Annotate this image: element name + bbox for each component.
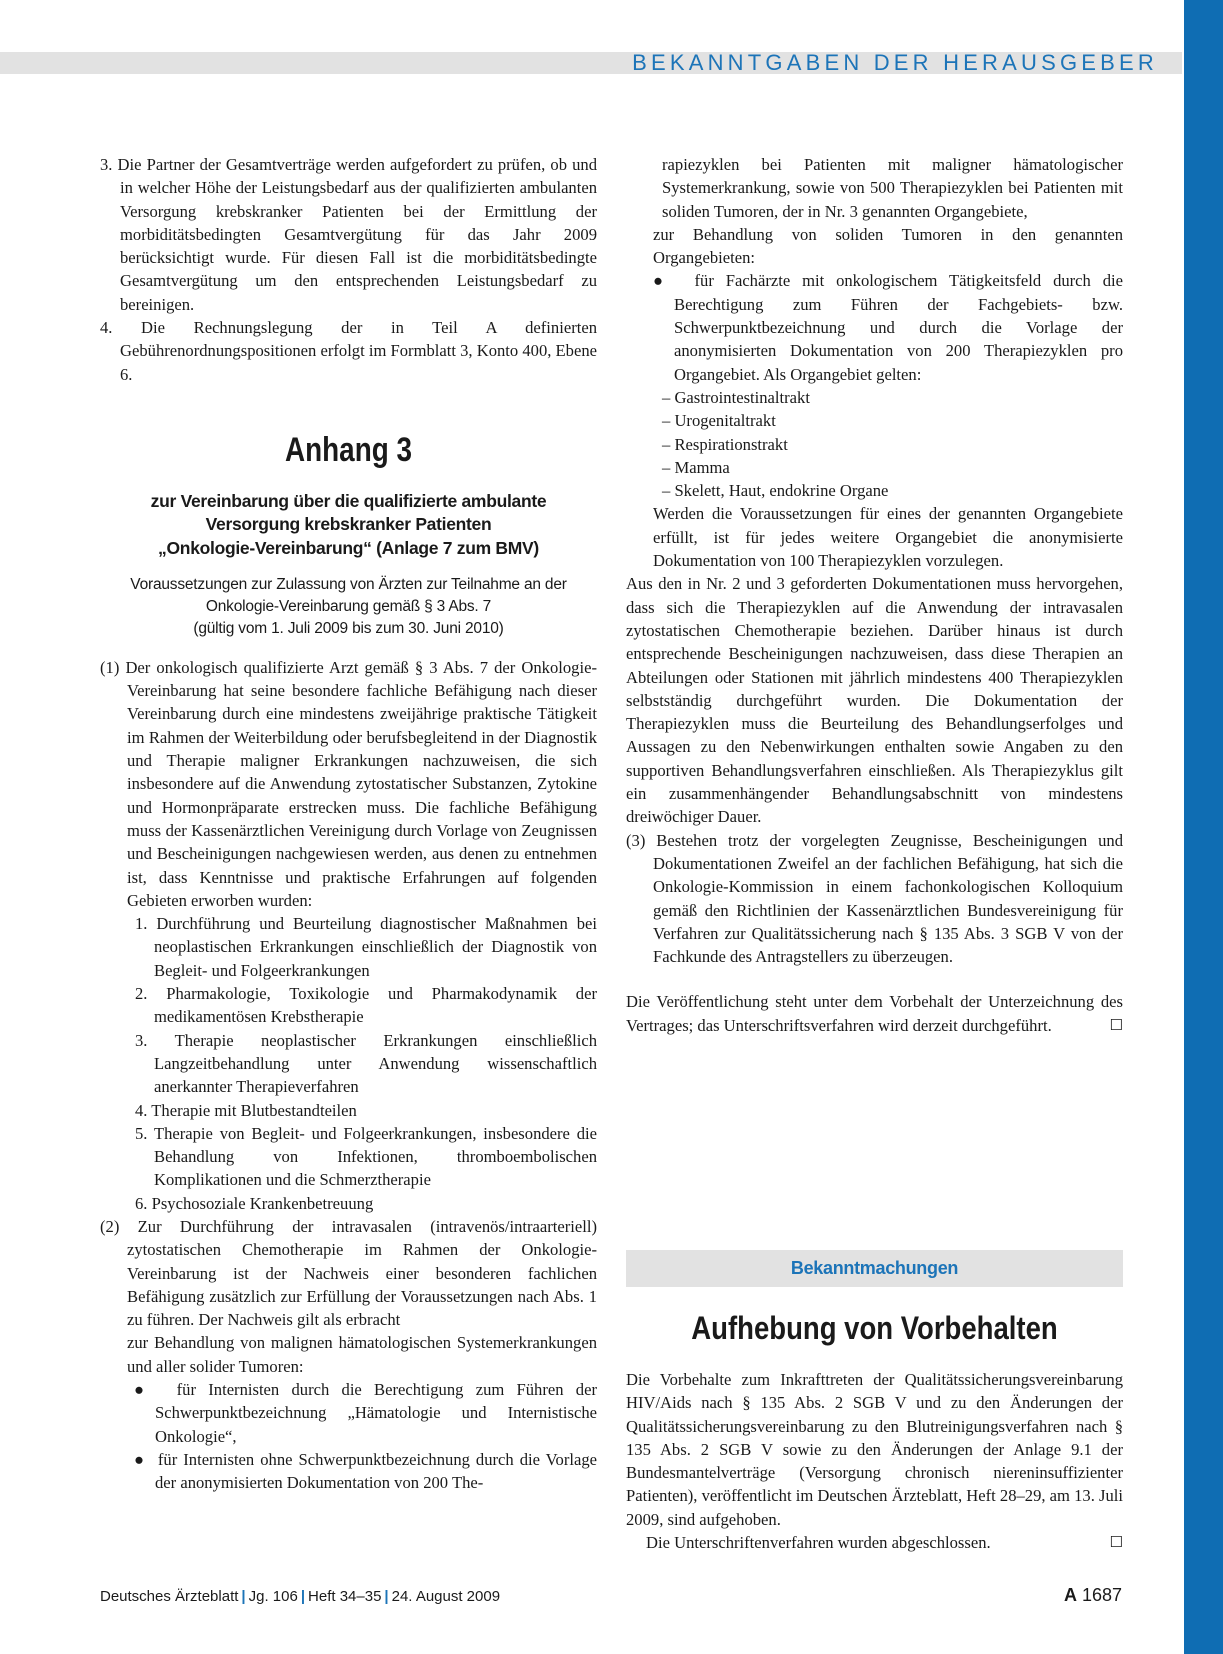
article-closing [626, 1531, 1123, 1554]
journal-volume: Jg. 106 [248, 1588, 298, 1605]
paragraph-1: (1) Der onkologisch qualifizierte Arzt gemäß § 3 Abs. 7 der Onkologie-Vereinbarung hat seine besondere fachliche Befähigung nach dieser Vereinbarung durch eine mindestens zweijährige praktische Tätigkeit im Rahmen der Weiterbildung oder berufsbegleitend in der Diagnostik und Therapie maligner Erkrankungen nachzuweisen, die sich insbesondere auf die Anwendung zytostatischer Substanzen, Zytokine und Hormonpräparate erstrecken muss. Die fachliche Befähigung muss der Kassenärztlichen Vereinigung durch Vorlage von Zeugnissen und Bescheinigungen nachgewiesen werden, aus denen zu entnehmen ist, dass Kenntnisse und praktische Erfahrungen auf folgenden Gebieten erworben wurden: [100, 657, 597, 910]
footer-citation [100, 1588, 500, 1605]
item-3: 3. Die Partner der Gesamtverträge werden aufgefordert zu prüfen, ob und in welcher Höhe der Leistungsbedarf aus der qualifizierten ambulanten Versorgung krebskranker Patienten bei der Ermittlung der morbiditätsbedingten Gesamtvergütung für das Jahr 2009 berücksichtigt wurde. Für diesen Fall ist die morbiditätsbedingte Gesamtvergütung um den entsprechenden Leistungsbedarf zu bereinigen. [100, 155, 597, 314]
anhang-conditions-line: Onkologie-Vereinbarung gemäß § 3 Abs. 7 [205, 597, 492, 615]
organ-item: – Respirationstrakt [662, 434, 788, 454]
journal-issue: Heft 34–35 [308, 1588, 382, 1605]
paragraph-2: (2) Zur Durchführung der intravasalen (intravenös/intraarteriell) zytostatischen Chemotherapie im Rahmen der Onkologie-Vereinbarung ist der Nachweis einer besonderen fachlichen Befähigung zusätzlich zur Erfüllung der Voraussetzungen nach Abs. 1 zu führen. Der Nachweis gilt als erbracht [100, 1216, 597, 1330]
continued-text: rapiezyklen bei Patienten mit maligner hämatologischer Systemerkrankung, sowie von 500 Therapiezyklen bei Patienten mit soliden Tumoren, der in Nr. 3 genannten Organgebiete, [662, 155, 1123, 221]
list-item: 5. Therapie von Begleit- und Folgeerkrankungen, insbesondere die Behandlung von Infektionen, thromboembolischen Komplikationen und die Schmerztherapie [135, 1123, 597, 1190]
bullet-text: für Fachärzte mit onkologischem Tätigkeitsfeld durch die Berechtigung zum Führen der Fachgebiets- bzw. Schwerpunktbezeichnung und durch die Vorlage der anonymisierten Dokumentation von 200 Therapiezyklen pro Organgebiet. Als Organgebiet gelten: [674, 271, 1123, 384]
anhang-title: Anhang 3 [284, 430, 413, 469]
left-column [100, 153, 597, 1495]
bullet-item: ● für Internisten durch die Berechtigung zum Führen der Schwerpunktbezeichnung „Hämatologie und Internistische Onkologie“, [134, 1380, 597, 1446]
item-4: 4. Die Rechnungslegung der in Teil A definierten Gebührenordnungspositionen erfolgt im Formblatt 3, Konto 400, Ebene 6. [100, 318, 597, 384]
list-item: 3. Therapie neoplastischer Erkrankungen einschließlich Langzeitbehandlung unter Anwendung wissenschaftlich anerkannter Therapieverfahren [135, 1030, 597, 1097]
organ-item: – Gastrointestinaltrakt [662, 387, 810, 407]
journal-name: Deutsches Ärzteblatt [100, 1588, 239, 1605]
anhang-subtitle-line: zur Vereinbarung über die qualifizierte ambulante [150, 490, 547, 511]
aus-den-paragraph: Aus den in Nr. 2 und 3 geforderten Dokumentationen muss hervorgehen, dass sich die Therapiezyklen auf die Anwendung der intravasalen zytostatischen Chemotherapie beziehen. Darüber hinaus ist durch entsprechende Bescheinigungen nachzuweisen, dass diese Therapien an Abteilungen oder Stationen mit jährlich mindestens 400 Therapiezyklen selbstständig durchgeführt wurden. Die Dokumentation der Therapiezyklen muss die Beurteilung des Behandlungserfolges und Aussagen zu den Nebenwirkungen enthalten sowie Angaben zu den supportiven Behandlungsverfahren einschließen. Als Therapiezyklus gilt ein zusammenhängender Behandlungsabschnitt von mindestens dreiwöchiger Dauer. [626, 574, 1123, 827]
organ-item: – Urogenitaltrakt [662, 411, 776, 431]
page-number-value: 1687 [1081, 1585, 1122, 1605]
publication-text: Die Veröffentlichung steht unter dem Vorbehalt der Unterzeichnung des Vertrages; das Unterschriftsverfahren wird derzeit durchgeführt. [626, 992, 1123, 1035]
issue-date: 24. August 2009 [391, 1588, 501, 1605]
list-item: 1. Durchführung und Beurteilung diagnostischer Maßnahmen bei neoplastischen Erkrankungen einschließlich der Diagnostik von Begleit- und Folgeerkrankungen [135, 914, 597, 980]
list-item: 2. Pharmakologie, Toxikologie und Pharmakodynamik der medikamentösen Krebstherapie [135, 984, 597, 1027]
list-item: 4. Therapie mit Blutbestandteilen [135, 1100, 357, 1120]
publication-note [626, 990, 1123, 1037]
anhang-subtitle-line: Versorgung krebskranker Patienten [205, 514, 492, 535]
list-item: 6. Psychosoziale Krankenbetreuung [135, 1193, 374, 1213]
separator: | [241, 1588, 246, 1605]
end-square-icon: ☐ [1109, 1015, 1123, 1034]
anhang-subtitle [100, 490, 597, 560]
separator: | [300, 1588, 306, 1605]
article-paragraph: Die Vorbehalte zum Inkrafttreten der Qualitätssicherungsvereinbarung HIV/Aids nach § 135 Abs. 2 SGB V und zu den Änderungen der Qualitätssicherungsvereinbarung zu den Blutreinigungsverfahren nach § 135 Abs. 2 SGB V sowie zu den Änderungen der Anlage 9.1 der Bundesmantelverträge (Versorgung chronisch niereninsuffizienter Patienten), veröffentlicht im Deutschen Ärzteblatt, Heft 28–29, am 13. Juli 2009, sind aufgehoben. [626, 1370, 1123, 1529]
anhang-conditions [100, 574, 597, 640]
section-header: BEKANNTGABEN DER HERAUSGEBER [632, 50, 1158, 75]
paragraph-2-sub: zur Behandlung von malignen hämatologischen Systemerkrankungen und aller solider Tumoren: [127, 1333, 597, 1376]
bullet-item: ● für Fachärzte mit onkologischem Tätigkeitsfeld durch die Berechtigung zum Führen der Fachgebiets- bzw. Schwerpunktbezeichnung und durch die Vorlage der anonymisierten Dokumentation von 200 Therapiezyklen pro Organgebiet. Als Organgebiet gelten: [653, 271, 1123, 384]
bullet-text: für Internisten durch die Berechtigung zum Führen der Schwerpunktbezeichnung „Hämatologie und Internistische Onkologie“, [155, 1380, 597, 1446]
anhang-subtitle-line: „Onkologie-Vereinbarung“ (Anlage 7 zum BMV) [158, 537, 539, 558]
organ-item: – Skelett, Haut, endokrine Organe [662, 481, 889, 501]
bekanntmachungen-label: Bekanntmachungen [626, 1250, 1123, 1287]
end-square-icon: ☐ [1109, 1533, 1123, 1552]
page-number [1064, 1585, 1122, 1606]
anhang-conditions-line: (gültig vom 1. Juli 2009 bis zum 30. Juni 2010) [193, 619, 504, 637]
right-column [626, 153, 1123, 1037]
article-body [626, 1368, 1123, 1554]
bullet-item: ● für Internisten ohne Schwerpunktbezeichnung durch die Vorlage der anonymisierten Dokumentation von 200 The- [134, 1449, 597, 1493]
organ-item: – Mamma [662, 457, 730, 477]
side-color-bar [1184, 0, 1223, 1654]
separator: | [384, 1588, 389, 1605]
anhang-conditions-line: Voraussetzungen zur Zulassung von Ärzten zur Teilnahme an der [130, 575, 567, 593]
page-prefix: A [1063, 1585, 1077, 1605]
paragraph-3: (3) Bestehen trotz der vorgelegten Zeugnisse, Bescheinigungen und Dokumentationen Zweifel an der fachlichen Befähigung, hat sich die Onkologie-Kommission in einem fachonkologischen Kolloquium gemäß den Richtlinien der Kassenärztlichen Bundesvereinigung für Verfahren zur Qualitätssicherung nach § 135 Abs. 3 SGB V von der Fachkunde des Antragstellers zu überzeugen. [626, 830, 1123, 967]
closing-text: Die Unterschriftenverfahren wurden abgeschlossen. [646, 1533, 991, 1553]
werden-paragraph: Werden die Voraussetzungen für eines der genannten Organgebiete erfüllt, ist für jedes weitere Organgebiet die anonymisierte Dokumentation von 100 Therapiezyklen vorzulegen. [653, 504, 1123, 571]
bullet-text: für Internisten ohne Schwerpunktbezeichnung durch die Vorlage der anonymisierten Dokumentation von 200 The- [155, 1449, 597, 1493]
solid-tumor-intro: zur Behandlung von soliden Tumoren in den genannten Organgebieten: [653, 224, 1123, 268]
article-title: Aufhebung von Vorbehalten [691, 1310, 1058, 1346]
